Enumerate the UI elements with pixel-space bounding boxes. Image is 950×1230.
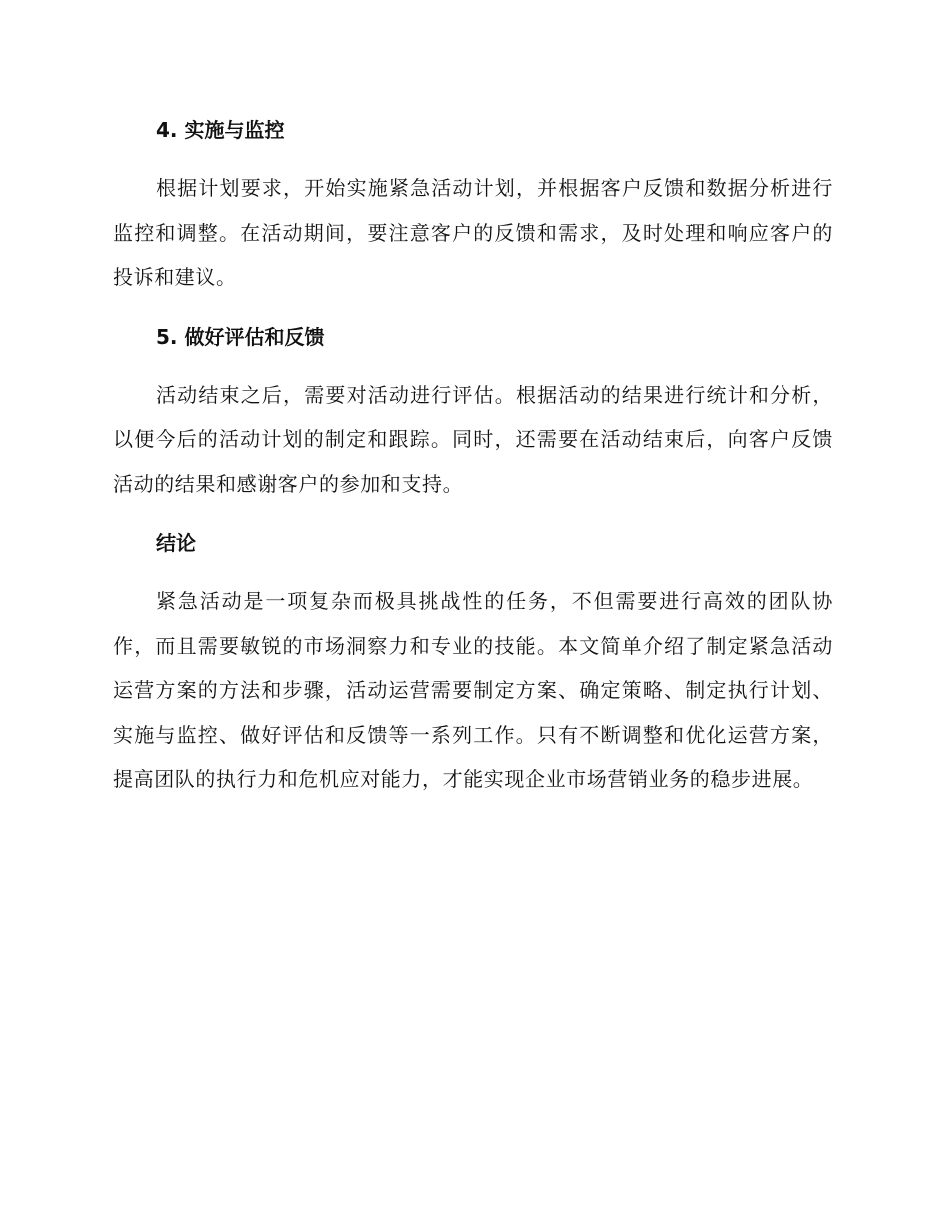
section-paragraph-implementation: 根据计划要求，开始实施紧急活动计划，并根据客户反馈和数据分析进行监控和调整。在活动期间，要注意客户的反馈和需求，及时处理和响应客户的投诉和建议。 — [113, 176, 833, 289]
section-heading-implementation: 4. 实施与监控 — [156, 118, 285, 142]
section-paragraph-evaluation: 活动结束之后，需要对活动进行评估。根据活动的结果进行统计和分析，以便今后的活动计划的制定和跟踪。同时，还需要在活动结束后，向客户反馈活动的结果和感谢客户的参加和支持。 — [113, 382, 833, 496]
section-paragraph-conclusion: 紧急活动是一项复杂而极具挑战性的任务，不但需要进行高效的团队协作，而且需要敏锐的市场洞察力和专业的技能。本文简单介绍了制定紧急活动运营方案的方法和步骤，活动运营需要制定方案、确定策略、制定执行计划、实施与监控、做好评估和反馈等一系列工作。只有不断调整和优化运营方案，提高团队的执行力和危机应对能力，才能实现企业市场营销业务的稳步进展。 — [113, 589, 833, 791]
section-heading-conclusion: 结论 — [156, 531, 196, 555]
section-heading-evaluation: 5. 做好评估和反馈 — [156, 324, 325, 349]
document-body — [113, 108, 833, 817]
